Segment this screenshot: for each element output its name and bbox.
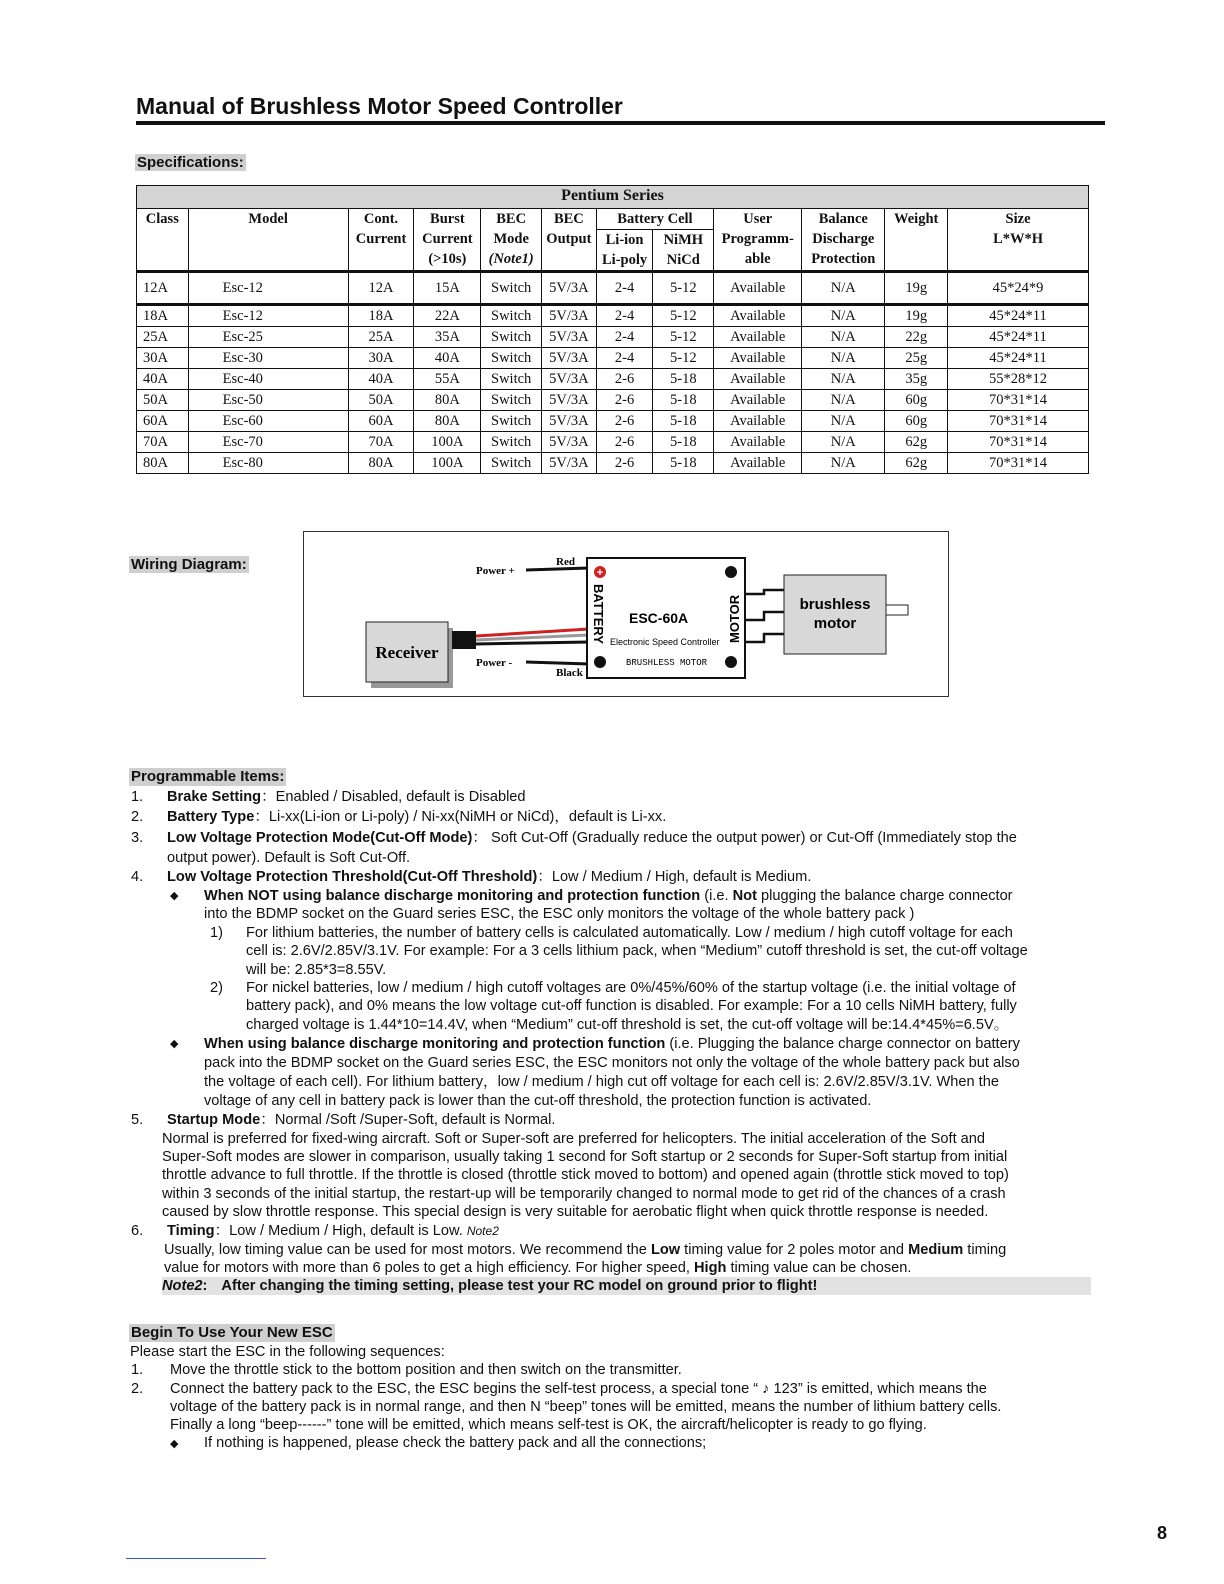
spec-cell: N/A: [802, 369, 885, 390]
header-balance-discharge: Balance Discharge Protection: [802, 209, 885, 272]
spec-cell: 5-12: [653, 305, 714, 327]
spec-cell: Esc-25: [188, 327, 348, 348]
esc-sub-label: Electronic Speed Controller: [610, 637, 720, 647]
spec-row: [137, 348, 1089, 369]
spec-cell: Esc-12: [188, 305, 348, 327]
spec-cell: 25g: [885, 348, 948, 369]
spec-cell: N/A: [802, 272, 885, 305]
item-brake: Brake Setting：Enabled / Disabled, default is Disabled: [167, 789, 526, 805]
motor-wire-c: [745, 634, 784, 642]
spec-cell: 2-6: [596, 432, 653, 453]
spec-cell: 80A: [137, 453, 189, 474]
startup-para-2: Super-Soft modes are slower in comparison, usually taking 1 second for Soft startup or 2 seconds for Super-Soft startup from initial: [162, 1149, 1008, 1165]
spec-cell: 5V/3A: [542, 432, 597, 453]
spec-row: [137, 432, 1089, 453]
wiring-heading: Wiring Diagram:: [131, 556, 247, 573]
bullet-using-3: the voltage of each cell). For lithium battery，low / medium / high cut off voltage for each cell is: 2.6V/2.85V/3.1V. When the: [204, 1074, 999, 1090]
spec-cell: N/A: [802, 411, 885, 432]
spec-cell: 2-6: [596, 453, 653, 474]
header-bec-output: BEC Output: [542, 209, 597, 272]
spec-cell: 30A: [137, 348, 189, 369]
item-cutoff-mode-cont: output power). Default is Soft Cut-Off.: [167, 850, 411, 866]
spec-cell: 45*24*9: [948, 272, 1089, 305]
page-title: Manual of Brushless Motor Speed Controller: [136, 93, 623, 119]
begin-bullet: If nothing is happened, please check the battery pack and all the connections;: [204, 1435, 707, 1451]
spec-cell: 5V/3A: [542, 272, 597, 305]
spec-cell: 5V/3A: [542, 327, 597, 348]
bullet-not-using-cont: into the BDMP socket on the Guard series ESC, the ESC only monitors the voltage of the whole battery pack ): [204, 906, 915, 922]
wiring-diagram: [303, 531, 949, 697]
spec-cell: 22A: [414, 305, 481, 327]
step-number: 2.: [131, 1381, 144, 1397]
step-2-line-3: Finally a long “beep------” tone will be emitted, which means self-test is OK, the aircraft/helicopter is ready to go flying.: [170, 1417, 927, 1433]
bullet-icon: ◆: [170, 1438, 179, 1450]
spec-cell: Esc-60: [188, 411, 348, 432]
specifications-heading: Specifications:: [137, 154, 244, 171]
sub-lithium-3: will be: 2.85*3=8.55V.: [246, 962, 387, 978]
power-minus-label: Power -: [476, 657, 513, 669]
motor-wire-a: [745, 590, 784, 594]
spec-cell: 70*31*14: [948, 390, 1089, 411]
spec-cell: 19g: [885, 305, 948, 327]
spec-cell: 35g: [885, 369, 948, 390]
spec-cell: 2-4: [596, 327, 653, 348]
item-cutoff-threshold: Low Voltage Protection Threshold(Cut-Off Threshold)：Low / Medium / High, default is Medium.: [167, 869, 812, 885]
spec-cell: Available: [714, 327, 802, 348]
spec-cell: 80A: [348, 453, 414, 474]
spec-cell: 60g: [885, 390, 948, 411]
begin-intro: Please start the ESC in the following sequences:: [130, 1344, 445, 1360]
header-user-programmable: User Programm- able: [714, 209, 802, 272]
black-wire-label: Black: [556, 667, 583, 679]
spec-cell: Switch: [481, 348, 542, 369]
spec-cell: 55*28*12: [948, 369, 1089, 390]
spec-cell: 5-18: [653, 390, 714, 411]
bullet-using-2: pack into the BDMP socket on the Guard series ESC, the ESC monitors not only the voltage of the whole battery pack but also: [204, 1055, 1020, 1071]
spec-cell: 70*31*14: [948, 411, 1089, 432]
item-battery-type: Battery Type：Li-xx(Li-ion or Li-poly) / Ni-xx(NiMH or NiCd)，default is Li-xx.: [167, 809, 667, 825]
bullet-not-using: When NOT using balance discharge monitoring and protection function (i.e. Not plugging the balance charge connector: [204, 888, 1013, 904]
item-number: 6.: [131, 1223, 144, 1239]
series-title: Pentium Series: [137, 186, 1089, 209]
sub-lithium-1: For lithium batteries, the number of battery cells is calculated automatically. Low / medium / high cutoff voltage for each: [246, 925, 1013, 941]
startup-para-5: caused by slow throttle response. This special design is very suitable for aerobatic flight when quick throttle response is needed.: [162, 1204, 989, 1220]
spec-cell: 5-12: [653, 348, 714, 369]
wiring-diagram-svg: [304, 532, 948, 696]
spec-cell: Switch: [481, 411, 542, 432]
spec-cell: 2-4: [596, 272, 653, 305]
spec-cell: 55A: [414, 369, 481, 390]
spec-cell: N/A: [802, 390, 885, 411]
spec-cell: 30A: [348, 348, 414, 369]
step-2-line-2: voltage of the battery pack is in normal range, and then N “beep” tones will be emitted, means the number of lithium battery cells.: [170, 1399, 1002, 1415]
spec-cell: 50A: [348, 390, 414, 411]
spec-cell: 2-6: [596, 390, 653, 411]
header-size: Size L*W*H: [948, 209, 1089, 272]
svg-text:+: +: [596, 567, 604, 579]
header-cont-current: Cont. Current: [348, 209, 414, 272]
spec-cell: 70A: [348, 432, 414, 453]
header-battery-cell: Battery Cell: [596, 209, 713, 230]
spec-cell: 5-18: [653, 432, 714, 453]
power-minus-wire: [526, 662, 589, 664]
spec-row: [137, 272, 1089, 305]
item-number: 2.: [131, 809, 144, 825]
step-number: 1.: [131, 1362, 144, 1378]
spec-cell: 12A: [137, 272, 189, 305]
spec-cell: 45*24*11: [948, 327, 1089, 348]
spec-cell: Available: [714, 305, 802, 327]
spec-cell: Available: [714, 453, 802, 474]
spec-cell: 70*31*14: [948, 432, 1089, 453]
motor-wire-b: [745, 612, 784, 620]
timing-para-1: Usually, low timing value can be used for most motors. We recommend the Low timing value for 2 poles motor and Medium timing: [164, 1242, 1007, 1258]
spec-table-body: [137, 272, 1089, 474]
programmable-heading: Programmable Items:: [131, 768, 285, 785]
spec-cell: 70A: [137, 432, 189, 453]
spec-cell: N/A: [802, 348, 885, 369]
spec-cell: Switch: [481, 390, 542, 411]
spec-cell: 19g: [885, 272, 948, 305]
motor-label-line2: motor: [813, 615, 857, 632]
spec-cell: 50A: [137, 390, 189, 411]
spec-cell: 62g: [885, 453, 948, 474]
spec-cell: 25A: [137, 327, 189, 348]
spec-cell: Available: [714, 432, 802, 453]
spec-cell: 5-18: [653, 453, 714, 474]
bullet-using: When using balance discharge monitoring and protection function (i.e. Plugging the balance charge connector on battery: [204, 1036, 1020, 1052]
signal-wire-black: [476, 642, 589, 644]
timing-para-2: value for motors with more than 6 poles to get a high efficiency. For higher speed, High timing value can be chosen.: [164, 1260, 912, 1276]
motor-shaft: [886, 605, 908, 615]
motor-terminal-top-icon: [725, 566, 737, 578]
spec-row: [137, 411, 1089, 432]
spec-cell: 5-12: [653, 272, 714, 305]
spec-cell: N/A: [802, 305, 885, 327]
item-startup-mode: Startup Mode：Normal /Soft /Super-Soft, default is Normal.: [167, 1112, 556, 1128]
sub-nickel-2: battery pack), and 0% means the low voltage cut-off function is disabled. For example: For a 10 cells NiMH battery, fully: [246, 998, 1017, 1014]
header-weight: Weight: [885, 209, 948, 272]
spec-cell: 5V/3A: [542, 369, 597, 390]
spec-cell: 60g: [885, 411, 948, 432]
spec-cell: Available: [714, 348, 802, 369]
spec-cell: N/A: [802, 327, 885, 348]
item-number: 5.: [131, 1112, 144, 1128]
spec-cell: 25A: [348, 327, 414, 348]
spec-row: [137, 305, 1089, 327]
spec-cell: 2-6: [596, 411, 653, 432]
receiver-label: Receiver: [375, 643, 439, 662]
sub-lithium-2: cell is: 2.6V/2.85V/3.1V. For example: For a 3 cells lithium pack, when “Medium” cutoff threshold is set, the cut-off voltage: [246, 943, 1028, 959]
sub-number: 1): [210, 925, 223, 941]
spec-cell: 80A: [414, 411, 481, 432]
spec-cell: 40A: [137, 369, 189, 390]
receiver-plug: [452, 631, 476, 649]
spec-cell: 40A: [414, 348, 481, 369]
header-class: Class: [137, 209, 189, 272]
minus-terminal-icon: [594, 656, 606, 668]
spec-cell: Esc-40: [188, 369, 348, 390]
item-timing: Timing：Low / Medium / High, default is Low. Note2: [167, 1223, 499, 1239]
spec-cell: 2-4: [596, 305, 653, 327]
power-plus-wire: [526, 568, 589, 570]
spec-cell: Available: [714, 369, 802, 390]
battery-label: BATTERY: [591, 584, 606, 644]
power-plus-label: Power +: [476, 565, 515, 577]
spec-cell: Switch: [481, 305, 542, 327]
step-2-line-1: Connect the battery pack to the ESC, the ESC begins the self-test process, a special tone “ ♪ 123” is emitted, which means the: [170, 1381, 987, 1397]
red-wire-label: Red: [556, 556, 575, 568]
item-number: 3.: [131, 830, 144, 846]
startup-para-1: Normal is preferred for fixed-wing aircraft. Soft or Super-soft are preferred for helicopters. The initial acceleration of the Soft and: [162, 1131, 986, 1147]
spec-cell: 5V/3A: [542, 348, 597, 369]
spec-cell: 70*31*14: [948, 453, 1089, 474]
step-1: Move the throttle stick to the bottom position and then switch on the transmitter.: [170, 1362, 682, 1378]
header-model: Model: [188, 209, 348, 272]
spec-cell: N/A: [802, 432, 885, 453]
bullet-icon: ◆: [170, 1038, 179, 1050]
item-cutoff-mode: Low Voltage Protection Mode(Cut-Off Mode)： Soft Cut-Off (Gradually reduce the output power) or Cut-Off (Immediately stop the: [167, 830, 1017, 846]
spec-cell: Esc-50: [188, 390, 348, 411]
spec-cell: 2-6: [596, 369, 653, 390]
spec-cell: 2-4: [596, 348, 653, 369]
spec-cell: 60A: [137, 411, 189, 432]
spec-cell: Switch: [481, 432, 542, 453]
spec-cell: 100A: [414, 432, 481, 453]
spec-cell: 22g: [885, 327, 948, 348]
footer-link-line: [126, 1558, 266, 1559]
sub-number: 2): [210, 980, 223, 996]
spec-cell: Switch: [481, 327, 542, 348]
item-number: 1.: [131, 789, 144, 805]
bullet-using-4: voltage of any cell in battery pack is lower than the cut-off threshold, the protection function is activated.: [204, 1093, 872, 1109]
spec-cell: 5-12: [653, 327, 714, 348]
header-nimh: NiMH NiCd: [653, 230, 714, 272]
spec-cell: 12A: [348, 272, 414, 305]
spec-cell: 5-18: [653, 411, 714, 432]
spec-cell: 45*24*11: [948, 305, 1089, 327]
spec-cell: 5V/3A: [542, 411, 597, 432]
spec-cell: 5V/3A: [542, 390, 597, 411]
spec-cell: Available: [714, 411, 802, 432]
spec-cell: 100A: [414, 453, 481, 474]
spec-cell: Available: [714, 272, 802, 305]
spec-cell: 45*24*11: [948, 348, 1089, 369]
sub-nickel-3: charged voltage is 1.44*10=14.4V, when “Medium” cut-off threshold is set, the cut-off voltage will be:14.4*45%=6.5V。: [246, 1017, 1009, 1033]
spec-cell: 80A: [414, 390, 481, 411]
spec-row: [137, 390, 1089, 411]
begin-heading: Begin To Use Your New ESC: [131, 1324, 333, 1341]
spec-cell: 15A: [414, 272, 481, 305]
spec-row: [137, 369, 1089, 390]
spec-cell: 62g: [885, 432, 948, 453]
spec-cell: Available: [714, 390, 802, 411]
title-rule: [136, 121, 1105, 125]
sub-nickel-1: For nickel batteries, low / medium / high cutoff voltages are 0%/45%/60% of the startup voltage (i.e. the initial voltage of: [246, 980, 1016, 996]
startup-para-3: throttle advance to full throttle. If the throttle is closed (throttle stick moved to bottom) and opened again (throttle stick moved to top): [162, 1167, 1009, 1183]
header-bec-mode: BEC Mode (Note1): [481, 209, 542, 272]
spec-cell: N/A: [802, 453, 885, 474]
esc-model-label: ESC-60A: [629, 610, 689, 626]
page-number: 8: [1156, 1523, 1167, 1543]
spec-cell: 18A: [348, 305, 414, 327]
spec-cell: Switch: [481, 369, 542, 390]
spec-row: [137, 327, 1089, 348]
bullet-icon: ◆: [170, 890, 179, 902]
startup-para-4: within 3 seconds of the initial startup, the restart-up will be temporarily changed to normal mode to get rid of the chances of a crash: [162, 1186, 1006, 1202]
motor-label-line1: brushless: [799, 596, 871, 613]
note2-warning: Note2: After changing the timing setting, please test your RC model on ground prior to flight!: [162, 1277, 1091, 1295]
spec-cell: Switch: [481, 272, 542, 305]
item-number: 4.: [131, 869, 144, 885]
spec-cell: 40A: [348, 369, 414, 390]
esc-brushless-label: BRUSHLESS MOTOR: [626, 658, 708, 668]
spec-row: [137, 453, 1089, 474]
spec-cell: 35A: [414, 327, 481, 348]
spec-cell: Esc-30: [188, 348, 348, 369]
spec-cell: 5-18: [653, 369, 714, 390]
spec-table: [136, 185, 1089, 474]
spec-cell: 18A: [137, 305, 189, 327]
spec-cell: 60A: [348, 411, 414, 432]
spec-cell: Esc-70: [188, 432, 348, 453]
motor-terminal-bottom-icon: [725, 656, 737, 668]
header-liion: Li-ion Li-poly: [596, 230, 653, 272]
spec-cell: Esc-80: [188, 453, 348, 474]
spec-cell: Esc-12: [188, 272, 348, 305]
spec-cell: Switch: [481, 453, 542, 474]
header-burst-current: Burst Current (>10s): [414, 209, 481, 272]
motor-side-label: MOTOR: [727, 594, 742, 643]
spec-cell: 5V/3A: [542, 453, 597, 474]
spec-cell: 5V/3A: [542, 305, 597, 327]
